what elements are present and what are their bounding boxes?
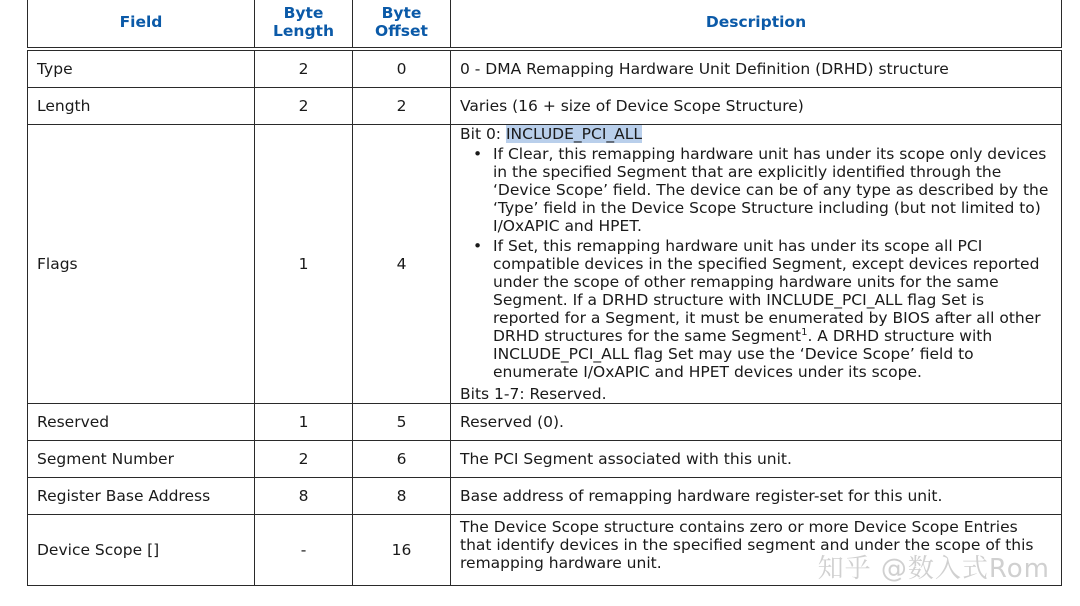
header-field: Field xyxy=(28,0,255,49)
field-name: Length xyxy=(28,88,255,125)
bullet-if-clear: • If Clear, this remapping hardware unit has under its scope only devices in the specified Segment that are explicitly identified through the ‘Device Scope’ field. The device can be of any type as described by the ‘Type’ field in the Device Scope Structure including (but not limited to) I/OxAPIC and HPET. xyxy=(493,145,1052,235)
bullet-text: If Set, this remapping hardware unit has under its scope all PCI compatible devices in the specified Segment, except devices reported under the scope of other remapping hardware units for the same Segment. If a DRHD structure with INCLUDE_PCI_ALL flag Set is reported for a Segment, it must be enumerated by BIOS after all other DRHD structures for the same Segment xyxy=(493,237,1041,345)
footnote-ref[interactable]: 1 xyxy=(801,326,808,338)
byte-length: 2 xyxy=(255,441,353,478)
byte-length: - xyxy=(255,515,353,586)
header-description: Description xyxy=(451,0,1062,49)
byte-offset: 0 xyxy=(353,49,451,88)
bits-reserved: Bits 1-7: Reserved. xyxy=(460,385,607,403)
header-byte-length: Byte Length xyxy=(255,0,353,49)
bullet-text: . A DRHD structure with INCLUDE_PCI_ALL flag Set may use the ‘Device Scope’ field to enumerate I/OxAPIC and HPET devices under its scope. xyxy=(493,327,993,381)
flag-bullets xyxy=(460,145,1052,381)
description: The Device Scope structure contains zero or more Device Scope Entries that identify devices in the specified segment and under the scope of this remapping hardware unit. xyxy=(451,515,1062,586)
table-row-type xyxy=(28,49,1062,88)
bit0-line xyxy=(460,125,1052,143)
table-row-segment xyxy=(28,441,1062,478)
byte-offset: 5 xyxy=(353,404,451,441)
table-row-length xyxy=(28,88,1062,125)
dmar-drhd-table xyxy=(27,0,1062,586)
highlighted-selection[interactable]: INCLUDE_PCI_ALL xyxy=(505,125,643,143)
field-name: Segment Number xyxy=(28,441,255,478)
byte-length: 1 xyxy=(255,125,353,404)
table-header-row xyxy=(28,0,1062,49)
byte-offset: 8 xyxy=(353,478,451,515)
field-name: Flags xyxy=(28,125,255,404)
bullet-if-set xyxy=(493,237,1052,381)
byte-length: 2 xyxy=(255,49,353,88)
description: Reserved (0). xyxy=(451,404,1062,441)
field-name: Type xyxy=(28,49,255,88)
description: The PCI Segment associated with this unit. xyxy=(451,441,1062,478)
field-name: Device Scope [] xyxy=(28,515,255,586)
byte-offset: 6 xyxy=(353,441,451,478)
field-name: Register Base Address xyxy=(28,478,255,515)
table-row-register-base xyxy=(28,478,1062,515)
table-row-flags xyxy=(28,125,1062,404)
header-byte-offset: Byte Offset xyxy=(353,0,451,49)
byte-length: 2 xyxy=(255,88,353,125)
byte-length: 8 xyxy=(255,478,353,515)
byte-length: 1 xyxy=(255,404,353,441)
table-row-reserved xyxy=(28,404,1062,441)
byte-offset: 16 xyxy=(353,515,451,586)
watermark: 知乎 @数入式Rom xyxy=(817,554,1050,584)
description: Varies (16 + size of Device Scope Structure) xyxy=(451,88,1062,125)
byte-offset: 4 xyxy=(353,125,451,404)
description xyxy=(451,125,1062,404)
byte-offset: 2 xyxy=(353,88,451,125)
description: Base address of remapping hardware register-set for this unit. xyxy=(451,478,1062,515)
bit0-prefix: Bit 0: xyxy=(460,125,506,143)
description: 0 - DMA Remapping Hardware Unit Definition (DRHD) structure xyxy=(451,49,1062,88)
field-name: Reserved xyxy=(28,404,255,441)
